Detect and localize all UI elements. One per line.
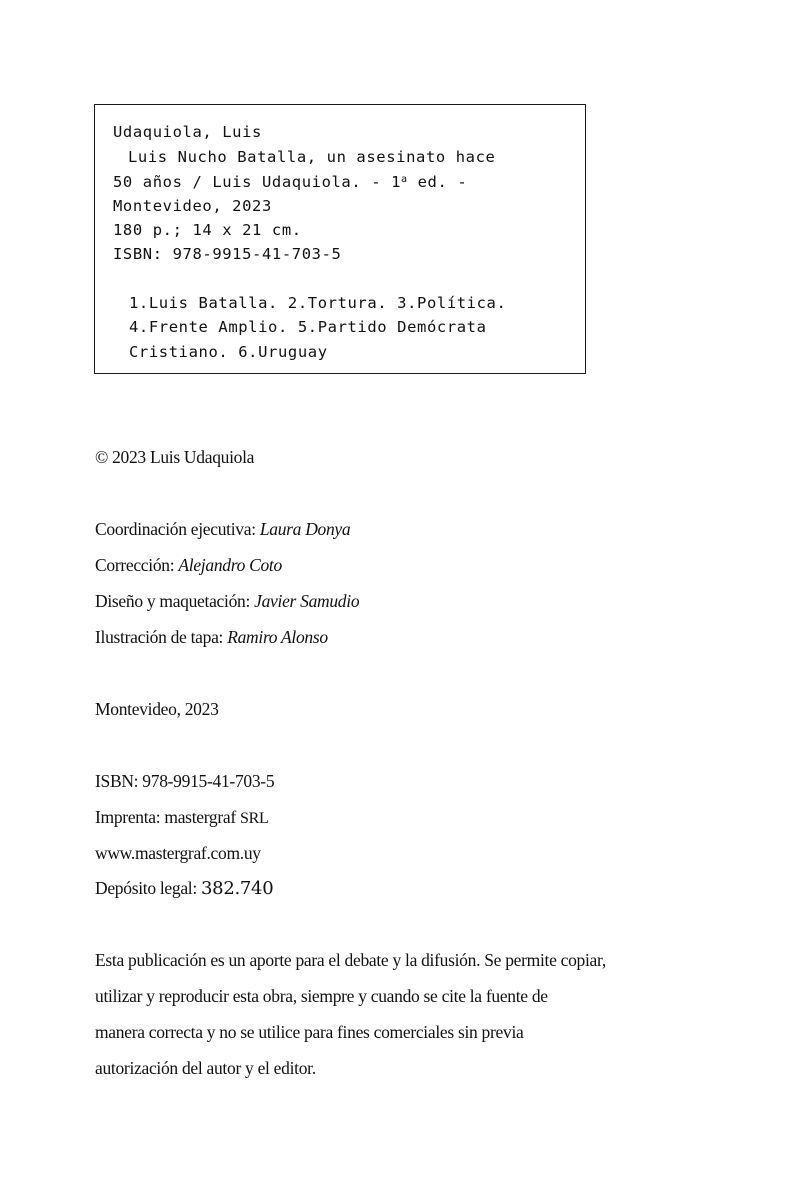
catalog-title-line: 50 años / Luis Udaquiola. - 1$^a$ ed. - bbox=[113, 173, 468, 191]
credit-name: Ramiro Alonso bbox=[227, 627, 328, 647]
catalog-subjects-line: Cristiano. 6.Uruguay bbox=[129, 343, 328, 361]
catalog-title-line: Luis Nucho Batalla, un asesinato hace bbox=[128, 148, 496, 166]
edition-superscript: a bbox=[401, 174, 408, 185]
catalog-card bbox=[94, 104, 586, 374]
credit-line: Corrección: Alejandro Coto bbox=[95, 555, 282, 575]
legal-deposit-number: 382.740 bbox=[201, 878, 274, 899]
website-line: www.mastergraf.com.uy bbox=[95, 843, 261, 863]
catalog-subjects-line: 1.Luis Batalla. 2.Tortura. 3.Política. bbox=[129, 294, 507, 312]
isbn-line: ISBN: 978-9915-41-703-5 bbox=[95, 771, 275, 791]
place-date-line: Montevideo, 2023 bbox=[95, 699, 219, 719]
printer-line: Imprenta: mastergraf SRL bbox=[95, 807, 269, 827]
credit-name: Javier Samudio bbox=[254, 591, 360, 611]
credit-line: Diseño y maquetación: Javier Samudio bbox=[95, 591, 360, 611]
catalog-title-line: Montevideo, 2023 bbox=[113, 197, 272, 215]
notice-line: autorización del autor y el editor. bbox=[95, 1058, 316, 1078]
legal-deposit-line: Depósito legal: 382.740 bbox=[95, 878, 274, 899]
notice-line: utilizar y reproducir esta obra, siempre y cuando se cite la fuente de bbox=[95, 986, 548, 1006]
catalog-subjects-line: 4.Frente Amplio. 5.Partido Demócrata bbox=[129, 318, 487, 336]
notice-line: manera correcta y no se utilice para fines comerciales sin previa bbox=[95, 1022, 524, 1042]
catalog-isbn: ISBN: 978-9915-41-703-5 bbox=[113, 245, 342, 263]
credit-line: Coordinación ejecutiva: Laura Donya bbox=[95, 519, 351, 539]
catalog-author: Udaquiola, Luis bbox=[113, 123, 262, 141]
catalog-pages: 180 p.; 14 x 21 cm. bbox=[113, 221, 302, 239]
credit-name: Alejandro Coto bbox=[178, 555, 282, 575]
notice-line: Esta publicación es un aporte para el debate y la difusión. Se permite copiar, bbox=[95, 950, 606, 970]
copyright-line: © 2023 Luis Udaquiola bbox=[95, 447, 255, 467]
credit-name: Laura Donya bbox=[259, 519, 351, 539]
credit-line: Ilustración de tapa: Ramiro Alonso bbox=[95, 627, 328, 647]
